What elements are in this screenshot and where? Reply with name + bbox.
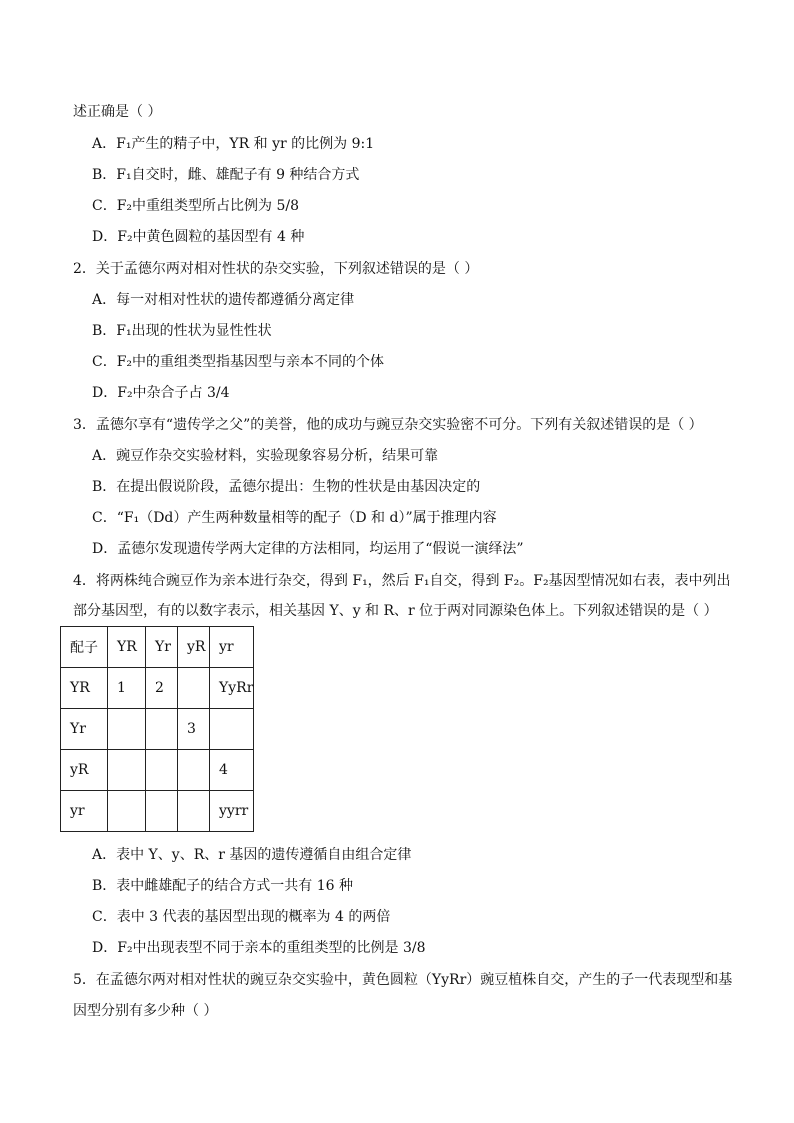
table-cell bbox=[108, 709, 146, 750]
question-2-option-a: A．每一对相对性状的遗传都遵循分离定律 bbox=[92, 292, 355, 308]
question-3-option-a: A．豌豆作杂交实验材料，实验现象容易分析，结果可靠 bbox=[92, 448, 439, 464]
table-cell bbox=[178, 668, 210, 709]
table-cell: Yr bbox=[61, 709, 108, 750]
question-3-option-c: C．“F₁（Dd）产生两种数量相等的配子（D 和 d）”属于推理内容 bbox=[92, 510, 497, 526]
table-cell: yr bbox=[61, 791, 108, 832]
question-5-stem-line-1: 5．在孟德尔两对相对性状的豌豆杂交实验中，黄色圆粒（YyRr）豌豆植株自交，产生的子一代表现型和基 bbox=[73, 972, 733, 988]
question-2-option-d: D．F₂中杂合子占 3/4 bbox=[92, 385, 230, 401]
question-4-stem-line-2: 部分基因型，有的以数字表示，相关基因 Y、y 和 R、r 位于两对同源染色体上。下列叙述错误的是（ ） bbox=[73, 603, 718, 619]
question-3-option-d: D．孟德尔发现遗传学两大定律的方法相同，均运用了“假说一演绎法” bbox=[92, 541, 524, 557]
question-4-option-a: A．表中 Y、y、R、r 基因的遗传遵循自由组合定律 bbox=[92, 847, 412, 863]
table-cell: Yr bbox=[146, 627, 178, 668]
table-row bbox=[61, 668, 254, 709]
table-row bbox=[61, 791, 254, 832]
table-cell: YR bbox=[108, 627, 146, 668]
question-4-option-b: B．表中雌雄配子的结合方式一共有 16 种 bbox=[92, 878, 354, 894]
question-3-option-b: B．在提出假说阶段，孟德尔提出：生物的性状是由基因决定的 bbox=[92, 479, 481, 495]
question-1-option-c: C．F₂中重组类型所占比例为 5/8 bbox=[92, 198, 300, 214]
punnett-square-table bbox=[60, 626, 254, 832]
table-cell bbox=[108, 791, 146, 832]
question-3-stem: 3．孟德尔享有“遗传学之父”的美誉，他的成功与豌豆杂交实验密不可分。下列有关叙述错误的是（ ） bbox=[73, 417, 703, 433]
question-4-stem-line-1: 4．将两株纯合豌豆作为亲本进行杂交，得到 F₁，然后 F₁自交，得到 F₂。F₂基因型情况如右表，表中列出 bbox=[73, 573, 731, 589]
table-cell: 配子 bbox=[61, 627, 108, 668]
table-cell: yR bbox=[178, 627, 210, 668]
question-5-stem-line-2: 因型分别有多少种（ ） bbox=[73, 1003, 218, 1019]
table-cell bbox=[178, 791, 210, 832]
table-cell: 1 bbox=[108, 668, 146, 709]
table-cell: yR bbox=[61, 750, 108, 791]
question-2-stem: 2．关于孟德尔两对相对性状的杂交实验，下列叙述错误的是（ ） bbox=[73, 261, 479, 277]
question-1-option-b: B．F₁自交时，雌、雄配子有 9 种结合方式 bbox=[92, 167, 360, 183]
question-1-stem-tail: 述正确是（ ） bbox=[73, 104, 162, 120]
table-cell: yyrr bbox=[210, 791, 254, 832]
table-cell: 2 bbox=[146, 668, 178, 709]
table-cell: YR bbox=[61, 668, 108, 709]
question-4-option-c: C．表中 3 代表的基因型出现的概率为 4 的两倍 bbox=[92, 909, 391, 925]
table-cell bbox=[178, 750, 210, 791]
table-cell bbox=[146, 750, 178, 791]
table-row bbox=[61, 750, 254, 791]
question-2-option-b: B．F₁出现的性状为显性性状 bbox=[92, 323, 272, 339]
question-1-option-d: D．F₂中黄色圆粒的基因型有 4 种 bbox=[92, 229, 305, 245]
question-4-option-d: D．F₂中出现表型不同于亲本的重组类型的比例是 3/8 bbox=[92, 940, 426, 956]
table-cell bbox=[210, 709, 254, 750]
question-2-option-c: C．F₂中的重组类型指基因型与亲本不同的个体 bbox=[92, 354, 385, 370]
table-cell: yr bbox=[210, 627, 254, 668]
table-row bbox=[61, 709, 254, 750]
table-row bbox=[61, 627, 254, 668]
table-cell: 4 bbox=[210, 750, 254, 791]
table-cell: 3 bbox=[178, 709, 210, 750]
table-cell bbox=[146, 791, 178, 832]
table-cell bbox=[146, 709, 178, 750]
table-cell: YyRr bbox=[210, 668, 254, 709]
question-1-option-a: A．F₁产生的精子中，YR 和 yr 的比例为 9:1 bbox=[92, 136, 375, 152]
table-cell bbox=[108, 750, 146, 791]
